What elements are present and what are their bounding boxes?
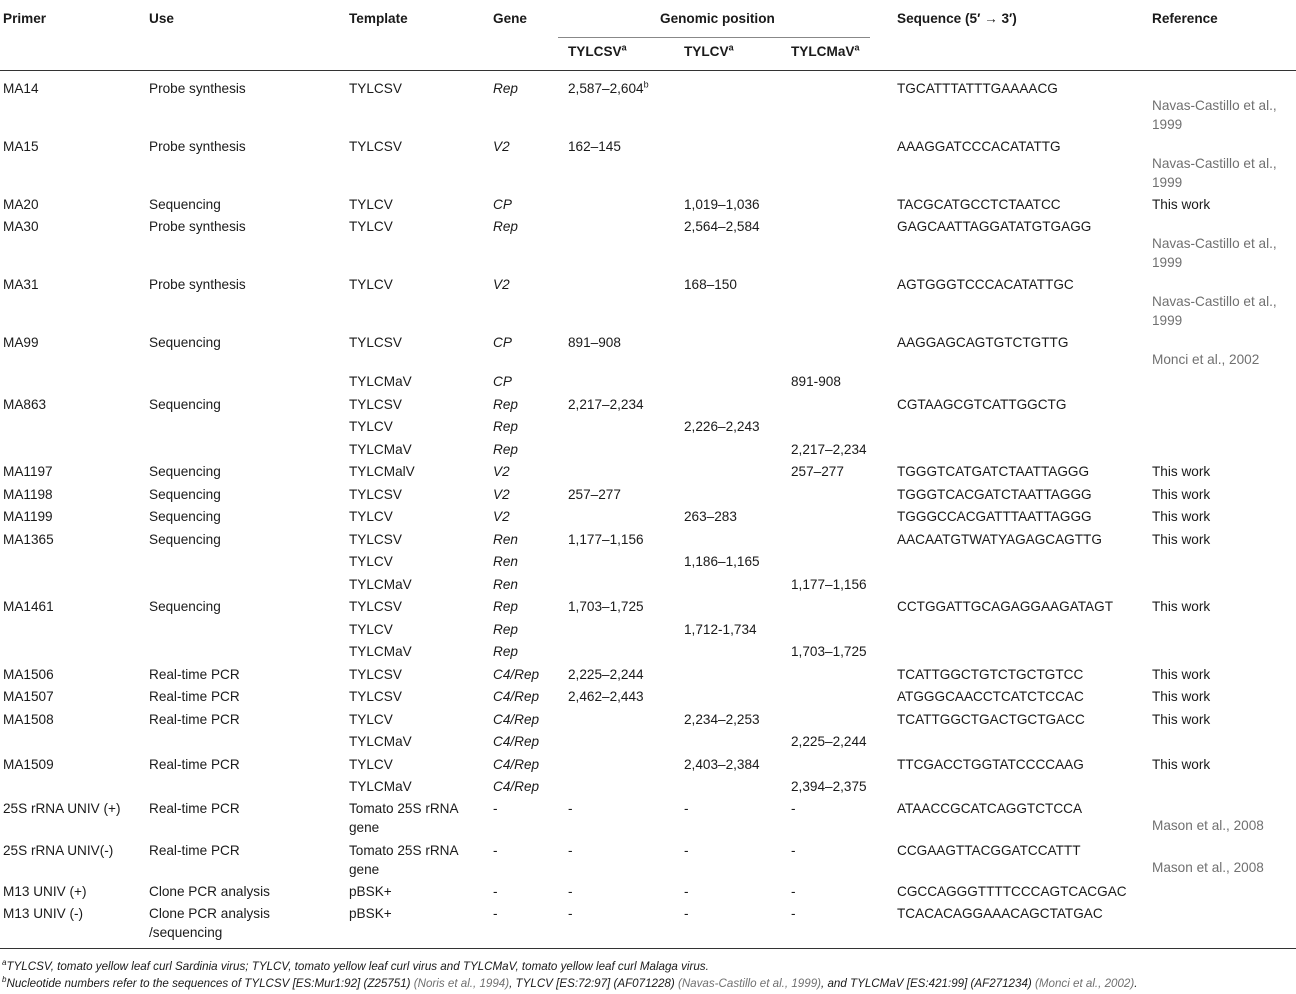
cell-reference: Mason et al., 2008 — [1152, 860, 1264, 875]
cell-template: TYLCV — [349, 509, 393, 524]
cell-tylcsv: - — [568, 884, 573, 899]
cell-tylcmav: 2,394–2,375 — [791, 779, 867, 794]
cell-tylcsv: 2,217–2,234 — [568, 397, 644, 412]
cell-tylcv: 2,564–2,584 — [684, 219, 760, 234]
cell-primer: MA1507 — [3, 689, 54, 704]
cell-sequence: ATAACCGCATCAGGTCTCCA — [897, 801, 1083, 816]
cell-template: TYLCV — [349, 419, 393, 434]
cell-sequence: TTCGACCTGGTATCCCCAAG — [897, 757, 1084, 772]
cell-template: Tomato 25S rRNA gene — [349, 843, 458, 877]
cell-gene: Rep — [493, 219, 518, 234]
cell-tylcv: 1,019–1,036 — [684, 197, 760, 212]
cell-template: TYLCMaV — [349, 779, 412, 794]
cell-gene: C4/Rep — [493, 712, 540, 727]
cell-use: Clone PCR analysis — [149, 884, 270, 899]
cell-gene: Rep — [493, 419, 518, 434]
cell-sequence: AAAGGATCCCACATATTG — [897, 139, 1061, 154]
cell-primer: M13 UNIV (+) — [3, 884, 87, 899]
cell-primer: MA1365 — [3, 532, 54, 547]
cell-template: TYLCV — [349, 277, 393, 292]
cell-sequence: TGGGCCACGATTTAATTAGGG — [897, 509, 1092, 524]
cell-sequence: TCACACAGGAAACAGCTATGAC — [897, 906, 1103, 921]
table-bottom-rule — [0, 948, 1296, 949]
cell-template: TYLCV — [349, 219, 393, 234]
cell-tylcmav: 1,703–1,725 — [791, 644, 867, 659]
cell-tylcsv: - — [568, 843, 573, 858]
cell-template: TYLCSV — [349, 81, 402, 96]
cell-primer: MA1461 — [3, 599, 54, 614]
cell-use: Sequencing — [149, 532, 221, 547]
cell-template: TYLCV — [349, 712, 393, 727]
cell-tylcv: 2,226–2,243 — [684, 419, 760, 434]
col-header-primer: Primer — [3, 11, 47, 26]
cell-use: Real-time PCR — [149, 667, 240, 682]
cell-primer: MA20 — [3, 197, 39, 212]
cell-primer: MA31 — [3, 277, 39, 292]
cell-use: Sequencing — [149, 397, 221, 412]
cell-tylcv: - — [684, 801, 689, 816]
cell-tylcv: - — [684, 906, 689, 921]
cell-template: TYLCV — [349, 554, 393, 569]
cell-reference: Navas-Castillo et al., 1999 — [1152, 156, 1277, 190]
cell-reference: This work — [1152, 487, 1211, 502]
cell-tylcsv: 2,462–2,443 — [568, 689, 644, 704]
cell-use: Probe synthesis — [149, 139, 246, 154]
cell-reference: This work — [1152, 599, 1211, 614]
cell-template: TYLCMaV — [349, 734, 412, 749]
cell-tylcsv: 257–277 — [568, 487, 621, 502]
cell-gene: C4/Rep — [493, 734, 540, 749]
cell-tylcsv: 891–908 — [568, 335, 621, 350]
col-header-reference: Reference — [1152, 11, 1218, 26]
cell-gene: Ren — [493, 577, 518, 592]
cell-reference: Navas-Castillo et al., 1999 — [1152, 294, 1277, 328]
footnote-a: $^a$TYLCSV, tomato yellow leaf curl Sardinia virus; TYLCV, tomato yellow leaf curl virus and TYLCMaV, tomato yellow leaf curl Malaga virus. — [2, 958, 709, 973]
cell-sequence: CGTAAGCGTCATTGGCTG — [897, 397, 1067, 412]
cell-gene: V2 — [493, 464, 510, 479]
cell-reference: This work — [1152, 197, 1211, 212]
cell-template: TYLCSV — [349, 397, 402, 412]
cell-reference: Navas-Castillo et al., 1999 — [1152, 98, 1277, 132]
cell-template: TYLCV — [349, 622, 393, 637]
cell-template: TYLCMaV — [349, 374, 412, 389]
cell-tylcmav: 2,225–2,244 — [791, 734, 867, 749]
cell-sequence: TACGCATGCCTCTAATCC — [897, 197, 1061, 212]
cell-sequence: CCTGGATTGCAGAGGAAGATAGT — [897, 599, 1113, 614]
cell-footnote-mark: b — [643, 79, 649, 90]
cell-tylcmav: - — [791, 884, 796, 899]
cell-reference: This work — [1152, 464, 1211, 479]
col-header-tylcv: TYLCV$^a$ — [684, 42, 734, 59]
cell-use: Sequencing — [149, 509, 221, 524]
cell-gene: V2 — [493, 139, 510, 154]
cell-sequence: AACAATGTWATYAGAGCAGTTG — [897, 532, 1102, 547]
cell-tylcv: 168–150 — [684, 277, 737, 292]
cell-template: TYLCSV — [349, 487, 402, 502]
cell-use: Clone PCR analysis /sequencing — [149, 906, 270, 940]
cell-tylcsv: 2,587–2,604$^b$ — [568, 79, 649, 96]
cell-gene: CP — [493, 374, 512, 389]
cell-primer: MA1199 — [3, 509, 53, 524]
cell-tylcmav: 257–277 — [791, 464, 844, 479]
cell-use: Real-time PCR — [149, 712, 240, 727]
cell-primer: M13 UNIV (-) — [3, 906, 84, 921]
cell-tylcv: 1,186–1,165 — [684, 554, 760, 569]
cell-tylcmav: 891-908 — [791, 374, 841, 389]
cell-template: TYLCMaV — [349, 442, 412, 457]
cell-use: Sequencing — [149, 464, 221, 479]
cell-tylcmav: 2,217–2,234 — [791, 442, 867, 457]
cell-template: TYLCMaV — [349, 644, 412, 659]
cell-tylcsv: 2,225–2,244 — [568, 667, 644, 682]
cell-primer: MA1198 — [3, 487, 53, 502]
cell-gene: - — [493, 906, 498, 921]
cell-template: TYLCSV — [349, 532, 402, 547]
cell-tylcsv: - — [568, 801, 573, 816]
cell-template: TYLCSV — [349, 689, 402, 704]
cell-tylcv: 2,234–2,253 — [684, 712, 760, 727]
col-header-gene: Gene — [493, 11, 527, 26]
cell-reference: Navas-Castillo et al., 1999 — [1152, 236, 1277, 270]
cell-gene: C4/Rep — [493, 689, 540, 704]
cell-gene: CP — [493, 335, 512, 350]
cell-primer: MA1506 — [3, 667, 54, 682]
cell-primer: MA30 — [3, 219, 39, 234]
cell-tylcsv: 162–145 — [568, 139, 621, 154]
cell-gene: Ren — [493, 532, 518, 547]
cell-gene: Rep — [493, 599, 518, 614]
cell-gene: Ren — [493, 554, 518, 569]
cell-template: TYLCSV — [349, 335, 402, 350]
cell-primer: MA863 — [3, 397, 47, 412]
cell-primer: 25S rRNA UNIV(-) — [3, 843, 114, 858]
cell-gene: Rep — [493, 397, 518, 412]
cell-tylcmav: - — [791, 843, 796, 858]
cell-use: Real-time PCR — [149, 801, 240, 816]
col-header-template: Template — [349, 11, 408, 26]
cell-template: TYLCV — [349, 757, 393, 772]
cell-sequence: AGTGGGTCCCACATATTGC — [897, 277, 1074, 292]
cell-tylcv: 1,712-1,734 — [684, 622, 757, 637]
cell-use: Sequencing — [149, 335, 221, 350]
cell-sequence: TCATTGGCTGTCTGCTGTCC — [897, 667, 1084, 682]
cell-tylcmav: - — [791, 801, 796, 816]
cell-sequence: CCGAAGTTACGGATCCATTT — [897, 843, 1081, 858]
cell-sequence: CGCCAGGGTTTTCCCAGTCACGAC — [897, 884, 1127, 899]
cell-use: Real-time PCR — [149, 843, 240, 858]
cell-primer: MA99 — [3, 335, 39, 350]
cell-gene: - — [493, 843, 498, 858]
cell-gene: Rep — [493, 644, 518, 659]
cell-template: TYLCMalV — [349, 464, 415, 479]
cell-use: Real-time PCR — [149, 689, 240, 704]
col-header-genomic-position: Genomic position — [660, 11, 775, 26]
cell-use: Real-time PCR — [149, 757, 240, 772]
cell-template: Tomato 25S rRNA gene — [349, 801, 458, 835]
cell-use: Sequencing — [149, 599, 221, 614]
cell-reference: This work — [1152, 757, 1211, 772]
cell-tylcv: - — [684, 843, 689, 858]
cell-use: Probe synthesis — [149, 81, 246, 96]
cell-sequence: ATGGGCAACCTCATCTCCAC — [897, 689, 1084, 704]
cell-reference: This work — [1152, 667, 1211, 682]
col-header-tylcmav: TYLCMaV$^a$ — [791, 42, 860, 59]
cell-tylcmav: 1,177–1,156 — [791, 577, 867, 592]
cell-gene: C4/Rep — [493, 779, 540, 794]
header-sub-divider — [558, 37, 870, 38]
cell-gene: Rep — [493, 622, 518, 637]
cell-primer: MA1509 — [3, 757, 54, 772]
cell-gene: V2 — [493, 487, 510, 502]
cell-gene: C4/Rep — [493, 667, 540, 682]
cell-sequence: TCATTGGCTGACTGCTGACC — [897, 712, 1085, 727]
cell-primer: MA15 — [3, 139, 39, 154]
cell-gene: CP — [493, 197, 512, 212]
cell-reference: This work — [1152, 712, 1211, 727]
cell-use: Sequencing — [149, 487, 221, 502]
cell-use: Probe synthesis — [149, 277, 246, 292]
cell-reference: Monci et al., 2002 — [1152, 352, 1260, 367]
col-header-sequence: Sequence (5′ → 3′) — [897, 11, 1017, 26]
cell-reference: This work — [1152, 509, 1211, 524]
footnote-b: $^b$Nucleotide numbers refer to the sequences of TYLCSV [ES:Mur1:92] (Z25751) (Noris et al., 1994), TYLCV [ES:72:97] (AF071228) (Navas-Castillo et al., 1999), and TYLCMaV [ES:421:99] (AF271234) (Monci et al., 2002). — [2, 975, 1138, 990]
cell-gene: V2 — [493, 509, 510, 524]
cell-tylcv: 2,403–2,384 — [684, 757, 760, 772]
col-header-use: Use — [149, 11, 174, 26]
cell-template: TYLCSV — [349, 599, 402, 614]
cell-sequence: GAGCAATTAGGATATGTGAGG — [897, 219, 1092, 234]
cell-reference: This work — [1152, 689, 1211, 704]
cell-tylcsv: 1,703–1,725 — [568, 599, 644, 614]
cell-use: Sequencing — [149, 197, 221, 212]
cell-sequence: AAGGAGCAGTGTCTGTTG — [897, 335, 1069, 350]
cell-template: TYLCMaV — [349, 577, 412, 592]
cell-tylcv: 263–283 — [684, 509, 737, 524]
cell-gene: - — [493, 801, 498, 816]
cell-gene: Rep — [493, 442, 518, 457]
col-header-tylcsv: TYLCSV$^a$ — [568, 42, 627, 59]
cell-tylcmav: - — [791, 906, 796, 921]
cell-template: pBSK+ — [349, 906, 392, 921]
cell-reference: Mason et al., 2008 — [1152, 818, 1264, 833]
cell-primer: MA1508 — [3, 712, 54, 727]
cell-sequence: TGGGTCATGATCTAATTAGGG — [897, 464, 1090, 479]
cell-template: TYLCSV — [349, 667, 402, 682]
cell-tylcsv: - — [568, 906, 573, 921]
cell-tylcsv: 1,177–1,156 — [568, 532, 644, 547]
cell-gene: V2 — [493, 277, 510, 292]
cell-sequence: TGCATTTATTTGAAAACG — [897, 81, 1058, 96]
cell-tylcv: - — [684, 884, 689, 899]
cell-template: pBSK+ — [349, 884, 392, 899]
header-bottom-rule — [0, 70, 1296, 71]
cell-use: Probe synthesis — [149, 219, 246, 234]
cell-primer: MA1197 — [3, 464, 53, 479]
cell-gene: - — [493, 884, 498, 899]
cell-template: TYLCSV — [349, 139, 402, 154]
cell-reference: This work — [1152, 532, 1211, 547]
cell-primer: MA14 — [3, 81, 39, 96]
cell-template: TYLCV — [349, 197, 393, 212]
cell-gene: Rep — [493, 81, 518, 96]
cell-gene: C4/Rep — [493, 757, 540, 772]
cell-sequence: TGGGTCACGATCTAATTAGGG — [897, 487, 1092, 502]
cell-primer: 25S rRNA UNIV (+) — [3, 801, 121, 816]
